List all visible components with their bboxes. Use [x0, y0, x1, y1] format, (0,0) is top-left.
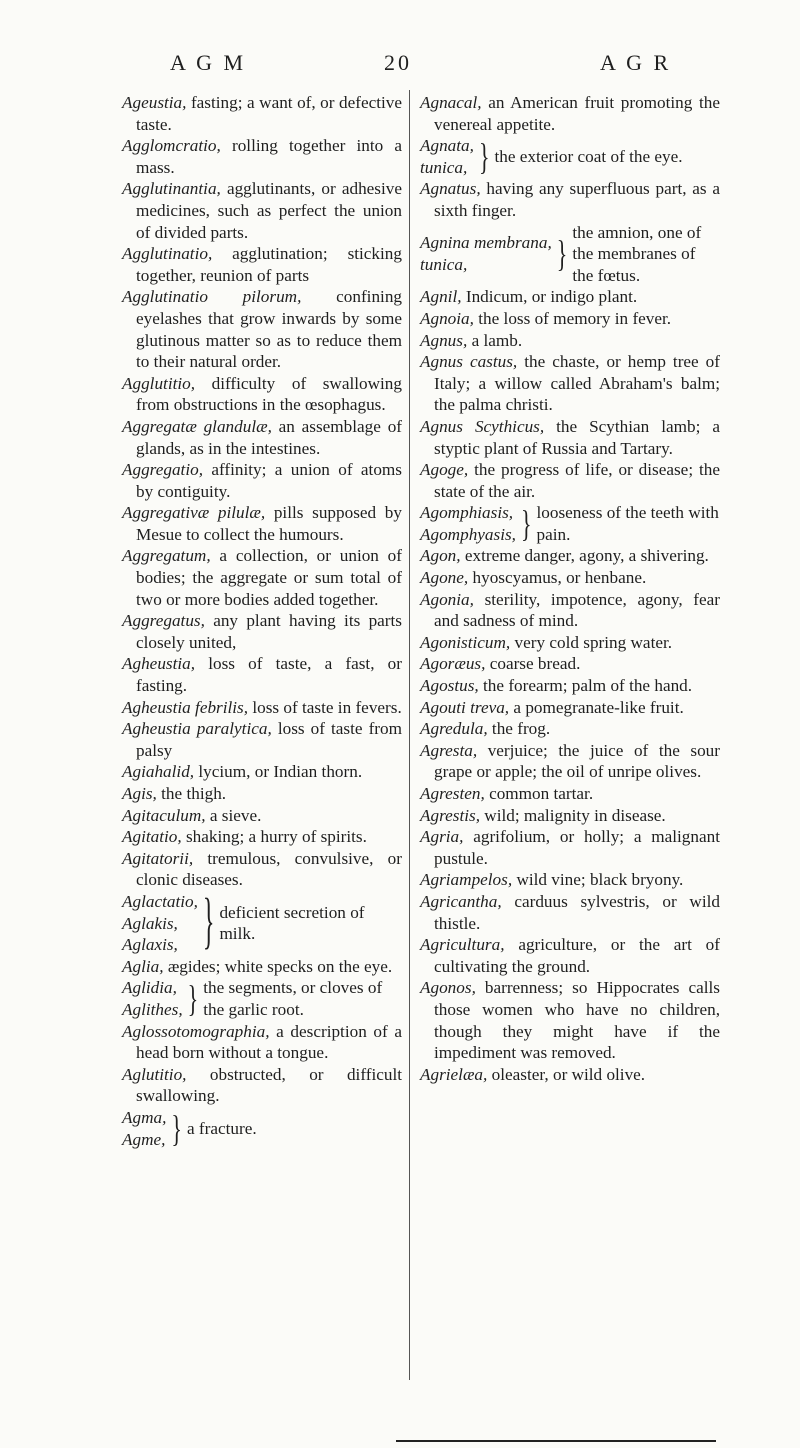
entry-headword: Aglakis,	[122, 913, 178, 933]
grouped-headwords	[122, 1107, 166, 1150]
page-number: 20	[384, 50, 412, 75]
dictionary-entry	[122, 826, 402, 848]
entry-definition: confining eyelashes that grow inwards by some glutinous matter so as to reduce them to their natural order.	[136, 287, 403, 372]
dictionary-entry	[122, 1021, 402, 1064]
entry-headword: Agostus,	[420, 676, 479, 696]
entry-headword: Agoræus,	[420, 654, 486, 674]
entry-definition: difficulty of swallowing from obstructions in the œsophagus.	[136, 373, 402, 415]
entry-headword: Agitaculum,	[122, 805, 206, 825]
entry-definition: pills supposed by Mesue to collect the humours.	[136, 503, 402, 544]
dictionary-entry	[122, 761, 402, 783]
dictionary-entry	[420, 632, 720, 654]
footer-rule	[396, 1440, 716, 1442]
entry-headword: Agricantha,	[420, 891, 502, 911]
dictionary-entry	[420, 826, 720, 869]
dictionary-entry	[420, 92, 720, 135]
entry-headword: Agheustia,	[122, 654, 196, 674]
entry-headword: Agonia,	[420, 589, 474, 609]
entry-headword: Agone,	[420, 568, 469, 588]
grouped-entry	[420, 135, 720, 178]
entry-definition: tremulous, convulsive, or clonic diseases.	[136, 848, 402, 890]
entry-headword: tunica,	[420, 157, 468, 177]
entry-headword: Aggregatio,	[122, 460, 203, 480]
entry-definition: the progress of life, or disease; the state of the air.	[434, 460, 720, 501]
entry-headword: Agonos,	[420, 978, 476, 998]
entry-headword: Agnoia,	[420, 308, 474, 328]
dictionary-entry	[420, 653, 720, 675]
dictionary-entry	[420, 783, 720, 805]
entry-definition: loss of taste from palsy	[136, 719, 402, 760]
dictionary-entry	[122, 956, 402, 978]
entry-headword: Aglactatio,	[122, 891, 198, 911]
dictionary-entry	[420, 351, 720, 416]
entry-definition: ægides; white specks on the eye.	[163, 956, 393, 976]
entry-headword: Agon,	[420, 546, 461, 566]
entry-definition: an assemblage of glands, as in the intestines.	[136, 416, 403, 458]
entry-headword: Ageustia,	[122, 93, 187, 112]
entry-headword: Agomphiasis,	[420, 503, 514, 523]
entry-definition: carduus sylvestris, or wild thistle.	[434, 891, 720, 933]
entry-headword: Aglidia,	[122, 978, 177, 998]
entry-headword: Agglutinatio,	[122, 244, 213, 264]
entry-headword: Aglithes,	[122, 999, 183, 1019]
entry-headword: Agiahalid,	[122, 762, 195, 782]
dictionary-entry	[122, 805, 402, 827]
entry-definition: a lamb.	[467, 330, 523, 350]
entry-headword: Aggregatum,	[122, 546, 211, 566]
entry-definition: coarse bread.	[485, 654, 581, 674]
dictionary-entry	[122, 653, 402, 696]
entry-headword: Aggregatus,	[122, 611, 205, 631]
dictionary-entry	[122, 135, 402, 178]
entry-definition: Indicum, or indigo plant.	[461, 287, 638, 307]
dictionary-entry	[420, 869, 720, 891]
dictionary-entry	[420, 330, 720, 352]
entry-definition: any plant having its parts closely united,	[136, 611, 402, 652]
grouped-entry	[420, 222, 720, 287]
entry-definition: a description of a head born without a tongue.	[136, 1021, 402, 1063]
grouped-headwords	[122, 977, 183, 1020]
entry-definition: obstructed, or difficult swallowing.	[136, 1064, 402, 1106]
entry-headword: Agomphyasis,	[420, 524, 516, 544]
column-divider	[409, 90, 410, 1380]
entry-headword: Aglossotomographia,	[122, 1021, 270, 1041]
entry-headword: Agriampelos,	[420, 870, 513, 890]
entry-headword: Agnus Scythicus,	[420, 416, 545, 436]
dictionary-entry	[122, 783, 402, 805]
entry-definition: loss of taste, a fast, or fasting.	[136, 654, 402, 696]
entry-headword: Agonisticum,	[420, 632, 511, 652]
entry-definition: the chaste, or hemp tree of Italy; a willow called Abraham's balm; the palma christi.	[434, 352, 720, 415]
grouped-headwords	[420, 502, 516, 545]
entry-headword: Agheustia febrilis,	[122, 697, 249, 717]
dictionary-entry	[122, 286, 402, 372]
dictionary-entry	[420, 675, 720, 697]
entry-definition: common tartar.	[484, 784, 594, 803]
brace-icon: }	[520, 501, 532, 545]
dictionary-entry	[420, 286, 720, 308]
entry-headword: Agnus,	[420, 330, 468, 350]
entry-headword: Aglia,	[122, 956, 164, 976]
dictionary-entry	[122, 718, 402, 761]
dictionary-entry	[122, 1064, 402, 1107]
entry-headword: Agrestis,	[420, 805, 480, 825]
dictionary-entry	[122, 697, 402, 719]
grouped-headwords	[122, 891, 198, 956]
dictionary-entry	[122, 178, 402, 243]
entry-definition: fasting; a want of, or defective taste.	[136, 93, 402, 134]
entry-definition: rolling together into a mass.	[136, 136, 402, 177]
entry-headword: Agredula,	[420, 719, 488, 739]
grouped-entry	[122, 977, 402, 1020]
entry-definition: the segments, or cloves of the garlic root.	[203, 978, 383, 1019]
dictionary-entry	[420, 697, 720, 719]
brace-icon: }	[478, 134, 490, 178]
page-header	[0, 0, 800, 86]
entry-definition: the loss of memory in fever.	[473, 308, 672, 328]
entry-definition: deficient secretion of milk.	[219, 902, 365, 944]
entry-headword: Agresta,	[420, 740, 478, 760]
entry-headword: Aglutitio,	[122, 1064, 187, 1084]
entry-headword: Agme,	[122, 1129, 166, 1149]
dictionary-entry	[420, 891, 720, 934]
entry-headword: Agnacal,	[420, 93, 482, 112]
entry-definition: shaking; a hurry of spirits.	[181, 827, 367, 847]
dictionary-entry	[420, 934, 720, 977]
entry-headword: Agheustia paralytica,	[122, 719, 272, 739]
dictionary-entry	[420, 308, 720, 330]
entry-headword: Agis,	[122, 784, 157, 803]
grouped-headwords	[420, 232, 552, 275]
grouped-entry	[122, 1107, 402, 1150]
dictionary-entry	[420, 977, 720, 1063]
entry-definition: looseness of the teeth with pain.	[536, 503, 719, 544]
entry-headword: Agnata,	[420, 136, 474, 156]
entry-headword: Agglomcratio,	[122, 136, 221, 156]
dictionary-entry	[122, 373, 402, 416]
dictionary-entry	[122, 610, 402, 653]
entry-definition: wild; malignity in disease.	[480, 805, 666, 825]
grouped-entry	[122, 891, 402, 956]
entry-definition: the Scythian lamb; a styptic plant of Russia and Tartary.	[434, 416, 720, 458]
entry-definition: very cold spring water.	[510, 632, 673, 652]
dictionary-entry	[420, 1064, 720, 1086]
entry-headword: Agitatio,	[122, 827, 182, 847]
entry-headword: Aggregatæ glandulæ,	[122, 416, 272, 436]
entry-headword: Aglaxis,	[122, 935, 178, 955]
brace-icon: }	[187, 976, 199, 1020]
entry-definition: a collection, or union of bodies; the aggregate or sum total of two or more bodies added together.	[136, 546, 402, 609]
entry-definition: the thigh.	[156, 784, 227, 803]
dictionary-entry	[420, 459, 720, 502]
brace-icon: }	[202, 889, 215, 958]
entry-definition: hyoscyamus, or henbane.	[468, 568, 647, 588]
left-column	[122, 92, 402, 1150]
dictionary-entry	[420, 589, 720, 632]
entry-definition: verjuice; the juice of the sour grape or apple; the oil of unripe olives.	[434, 740, 720, 782]
dictionary-entry	[420, 545, 720, 567]
entry-headword: Agnatus,	[420, 179, 481, 199]
entry-definition: agriculture, or the art of cultivating the ground.	[434, 935, 720, 976]
entry-definition: wild vine; black bryony.	[512, 870, 684, 890]
entry-headword: Agrielæa,	[420, 1064, 488, 1084]
dictionary-entry	[420, 178, 720, 221]
dictionary-entry	[420, 567, 720, 589]
entry-headword: Agglutinantia,	[122, 179, 221, 199]
entry-definition: lycium, or Indian thorn.	[194, 762, 363, 782]
entry-headword: Agouti treva,	[420, 697, 510, 717]
dictionary-entry	[122, 545, 402, 610]
entry-definition: the exterior coat of the eye.	[494, 146, 683, 166]
entry-definition: affinity; a union of atoms by contiguity.	[136, 460, 402, 501]
entry-definition: loss of taste in fevers.	[248, 697, 402, 717]
entry-headword: Agria,	[420, 827, 464, 847]
entry-headword: Agglutinatio pilorum,	[122, 287, 302, 307]
dictionary-entry	[420, 740, 720, 783]
entry-headword: Agma,	[122, 1107, 167, 1127]
dictionary-entry	[122, 848, 402, 891]
header-left-guide: A G M	[170, 50, 247, 75]
dictionary-entry	[122, 92, 402, 135]
entry-headword: Agnus castus,	[420, 352, 518, 372]
entry-definition: the forearm; palm of the hand.	[478, 676, 693, 696]
entry-headword: Agresten,	[420, 784, 485, 803]
entry-headword: Agoge,	[420, 460, 469, 480]
entry-headword: Agnina membrana,	[420, 233, 552, 253]
dictionary-entry	[122, 243, 402, 286]
entry-headword: Agitatorii,	[122, 848, 194, 868]
dictionary-entry	[420, 718, 720, 740]
grouped-headwords	[420, 135, 474, 178]
entry-definition: a fracture.	[186, 1118, 257, 1138]
entry-headword: Aggregativæ pilulæ,	[122, 503, 266, 523]
dictionary-entry	[122, 459, 402, 502]
entry-definition: oleaster, or wild olive.	[487, 1064, 646, 1084]
entry-definition: an American fruit promoting the venereal appetite.	[434, 93, 720, 134]
dictionary-entry	[420, 805, 720, 827]
entry-definition: sterility, impotence, agony, fear and sadness of mind.	[434, 589, 720, 631]
entry-definition: having any superfluous part, as a sixth finger.	[434, 179, 720, 220]
right-column	[420, 92, 720, 1085]
entry-definition: the amnion, one of the membranes of the fœtus.	[572, 222, 702, 285]
entry-definition: agrifolium, or holly; a malignant pustule.	[434, 827, 720, 868]
entry-definition: extreme danger, agony, a shivering.	[460, 546, 709, 566]
entry-definition: a pomegranate-like fruit.	[509, 697, 684, 717]
dictionary-entry	[420, 416, 720, 459]
grouped-entry	[420, 502, 720, 545]
entry-definition: agglutination; sticking together, reunion of parts	[136, 244, 402, 285]
entry-headword: Agglutitio,	[122, 373, 196, 393]
entry-definition: a sieve.	[205, 805, 262, 825]
dictionary-entry	[122, 502, 402, 545]
entry-definition: agglutinants, or adhesive medicines, such as perfect the union of divided parts.	[136, 179, 402, 242]
entry-headword: Agnil,	[420, 287, 462, 307]
brace-icon: }	[556, 231, 568, 275]
entry-headword: Agricultura,	[420, 935, 505, 955]
entry-headword: tunica,	[420, 254, 468, 274]
entry-definition: the frog.	[487, 719, 551, 739]
header-right-guide: A G R	[600, 50, 672, 75]
dictionary-entry	[122, 416, 402, 459]
brace-icon: }	[171, 1106, 182, 1149]
entry-definition: barrenness; so Hippocrates calls those women who have no children, though they might have if the impediment was removed.	[434, 978, 720, 1063]
